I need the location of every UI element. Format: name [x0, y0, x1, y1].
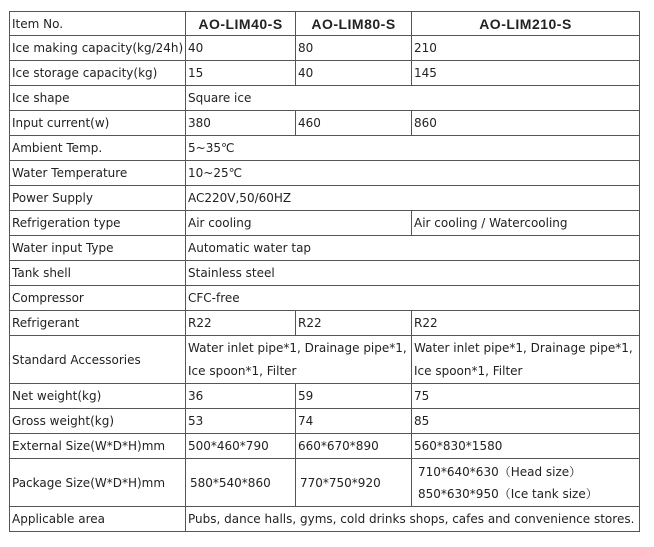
table-row [10, 236, 640, 261]
table-row [10, 186, 640, 211]
table-row [10, 161, 640, 186]
cell-m3: 210 [412, 36, 640, 61]
row-label: Ice making capacity(kg/24h) [10, 36, 186, 61]
model-header-2: AO-LIM80-S [296, 12, 412, 36]
row-label: Package Size(W*D*H)mm [10, 459, 186, 507]
cell-all: Stainless steel [186, 261, 640, 286]
row-label: Power Supply [10, 186, 186, 211]
table-row [10, 36, 640, 61]
cell-m1: 580*540*860 [186, 459, 296, 507]
cell-m3: Air cooling / Watercooling [412, 211, 640, 236]
accessories-line-1: Water inlet pipe*1, Drainage pipe*1, [188, 340, 407, 355]
cell-m1: 380 [186, 111, 296, 136]
row-label: Standard Accessories [10, 336, 186, 384]
cell-m12: Air cooling [186, 211, 412, 236]
model-header-3: AO-LIM210-S [412, 12, 640, 36]
cell-m1: 15 [186, 61, 296, 86]
cell-m2: 74 [296, 409, 412, 434]
cell-m3 [412, 336, 640, 384]
cell-all: CFC-free [186, 286, 640, 311]
row-label: Ice storage capacity(kg) [10, 61, 186, 86]
cell-all: Square ice [186, 86, 640, 111]
row-label: Gross weight(kg) [10, 409, 186, 434]
cell-all: 10~25℃ [186, 161, 640, 186]
cell-m2: 80 [296, 36, 412, 61]
accessories-line-1: Water inlet pipe*1, Drainage pipe*1, [414, 340, 633, 355]
header-row [10, 12, 640, 36]
cell-m3: R22 [412, 311, 640, 336]
table-row [10, 409, 640, 434]
spec-table [9, 11, 640, 532]
row-label: Input current(w) [10, 111, 186, 136]
model-header-1: AO-LIM40-S [186, 12, 296, 36]
cell-m2: 660*670*890 [296, 434, 412, 459]
cell-m12 [186, 336, 412, 384]
package-head-size: 710*640*630（Head size） [418, 464, 582, 479]
cell-m1: 36 [186, 384, 296, 409]
table-row [10, 311, 640, 336]
cell-m1: R22 [186, 311, 296, 336]
cell-all: AC220V,50/60HZ [186, 186, 640, 211]
cell-m3 [412, 459, 640, 507]
row-label: Compressor [10, 286, 186, 311]
table-row [10, 111, 640, 136]
cell-m3: 860 [412, 111, 640, 136]
accessories-line-2: Ice spoon*1, Filter [414, 363, 523, 378]
cell-m2: 770*750*920 [296, 459, 412, 507]
table-row [10, 434, 640, 459]
table-row [10, 261, 640, 286]
row-label: Ambient Temp. [10, 136, 186, 161]
cell-m2: R22 [296, 311, 412, 336]
row-label: Water input Type [10, 236, 186, 261]
table-row [10, 136, 640, 161]
item-no-header: Item No. [10, 12, 186, 36]
row-label: Refrigerant [10, 311, 186, 336]
row-label: Refrigeration type [10, 211, 186, 236]
cell-m2: 40 [296, 61, 412, 86]
row-label: Water Temperature [10, 161, 186, 186]
cell-m2: 59 [296, 384, 412, 409]
package-tank-size: 850*630*950（Ice tank size） [418, 486, 598, 501]
table-row [10, 61, 640, 86]
row-label: Tank shell [10, 261, 186, 286]
cell-all: Automatic water tap [186, 236, 640, 261]
cell-all: Pubs, dance halls, gyms, cold drinks shops, cafes and convenience stores. [186, 507, 640, 532]
cell-m3: 75 [412, 384, 640, 409]
table-row [10, 286, 640, 311]
table-row [10, 459, 640, 507]
table-row [10, 384, 640, 409]
cell-m1: 40 [186, 36, 296, 61]
accessories-line-2: Ice spoon*1, Filter [188, 363, 297, 378]
cell-m3: 85 [412, 409, 640, 434]
table-row [10, 507, 640, 532]
cell-m3: 560*830*1580 [412, 434, 640, 459]
cell-m3: 145 [412, 61, 640, 86]
spec-table-container [9, 11, 640, 532]
cell-all: 5~35℃ [186, 136, 640, 161]
row-label: Applicable area [10, 507, 186, 532]
table-row [10, 211, 640, 236]
row-label: Net weight(kg) [10, 384, 186, 409]
table-row [10, 336, 640, 384]
row-label: External Size(W*D*H)mm [10, 434, 186, 459]
cell-m1: 53 [186, 409, 296, 434]
table-row [10, 86, 640, 111]
cell-m2: 460 [296, 111, 412, 136]
row-label: Ice shape [10, 86, 186, 111]
cell-m1: 500*460*790 [186, 434, 296, 459]
